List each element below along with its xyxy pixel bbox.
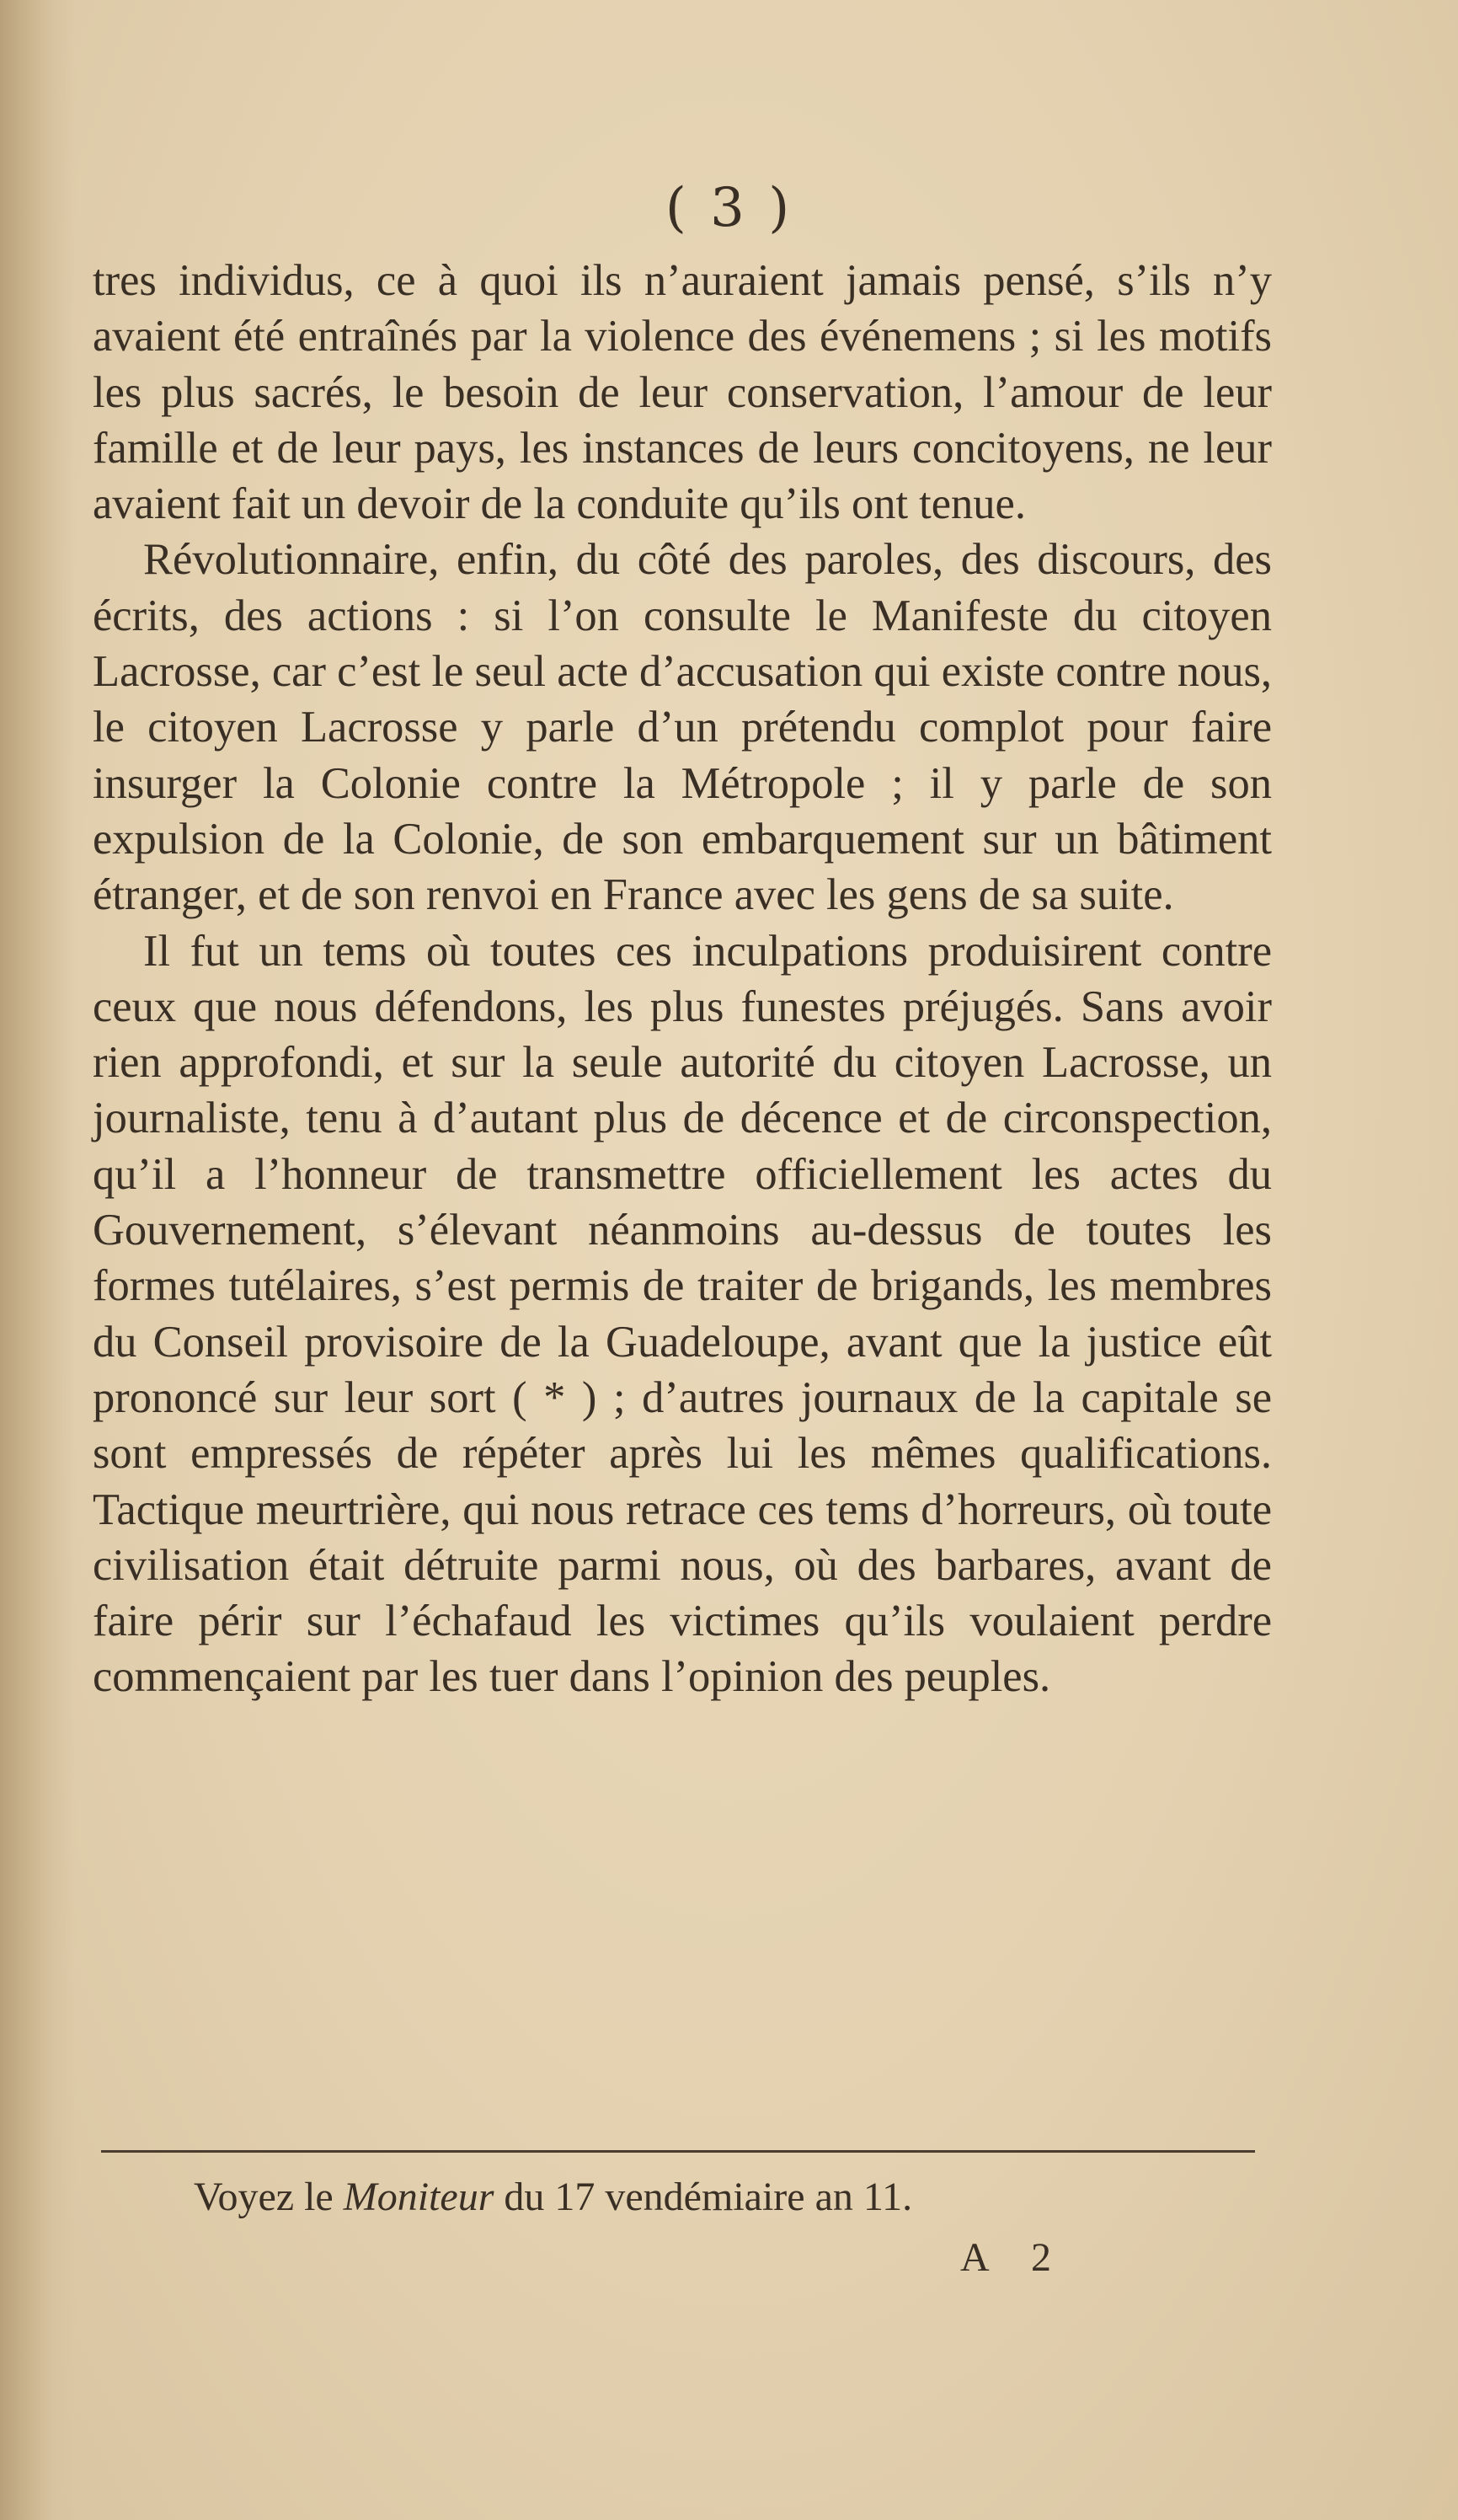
footnote: [194, 2172, 1289, 2223]
paragraph-3: Il fut un tems où toutes ces inculpations produisirent contre ceux que nous défendons, les plus funestes préjugés. Sans avoir rien approfondi, et sur la seule autorité du citoyen Lacrosse, un journaliste, tenu à d’autant plus de décence et de circonspection, qu’il a l’honneur de transmettre officiellement les actes du Gouvernement, s’élevant néanmoins au-dessus de toutes les formes tutélaires, s’est permis de traiter de brigands, les membres du Conseil provisoire de la Guadeloupe, avant que la justice eût prononcé sur leur sort ( * ) ; d’autres journaux de la capitale se sont empressés de répéter après lui les mêmes qualifications. Tactique meurtrière, qui nous retrace ces tems d’horreurs, où toute civilisation était détruite parmi nous, où des barbares, avant de faire périr sur l’échafaud les victimes qu’ils voulaient perdre commençaient par les tuer dans l’opinion des peuples.: [93, 926, 1272, 1702]
footnote-journal: Moniteur: [343, 2175, 494, 2219]
footnote-prefix: Voyez le: [194, 2175, 344, 2219]
footnote-rule: [101, 2150, 1255, 2153]
footnote-suffix: du 17 vendémiaire an 11.: [494, 2175, 913, 2219]
page-binding-edge: [0, 0, 76, 2520]
signature-mark: A 2: [960, 2235, 1069, 2280]
body-text: [93, 253, 1272, 1705]
paragraph-1: tres individus, ce à quoi ils n’auraient jamais pensé, s’ils n’y avaient été entraînés par la violence des événemens ; si les motifs les plus sacrés, le besoin de leur conservation, l’amour de leur famille et de leur pays, les instances de leurs concitoyens, ne leur avaient fait un devoir de la conduite qu’ils ont tenue.: [93, 256, 1272, 529]
page-number-header: ( 3 ): [665, 177, 793, 239]
paragraph-2: Révolutionnaire, enfin, du côté des paroles, des discours, des écrits, des actions : si l’on consulte le Manifeste du citoyen Lacrosse, car c’est le seul acte d’accusation qui existe contre nous, le citoyen Lacrosse y parle d’un prétendu complot pour faire insurger la Colonie contre la Métropole ; il y parle de son expulsion de la Colonie, de son embarquement sur un bâtiment étranger, et de son renvoi en France avec les gens de sa suite.: [93, 535, 1272, 920]
